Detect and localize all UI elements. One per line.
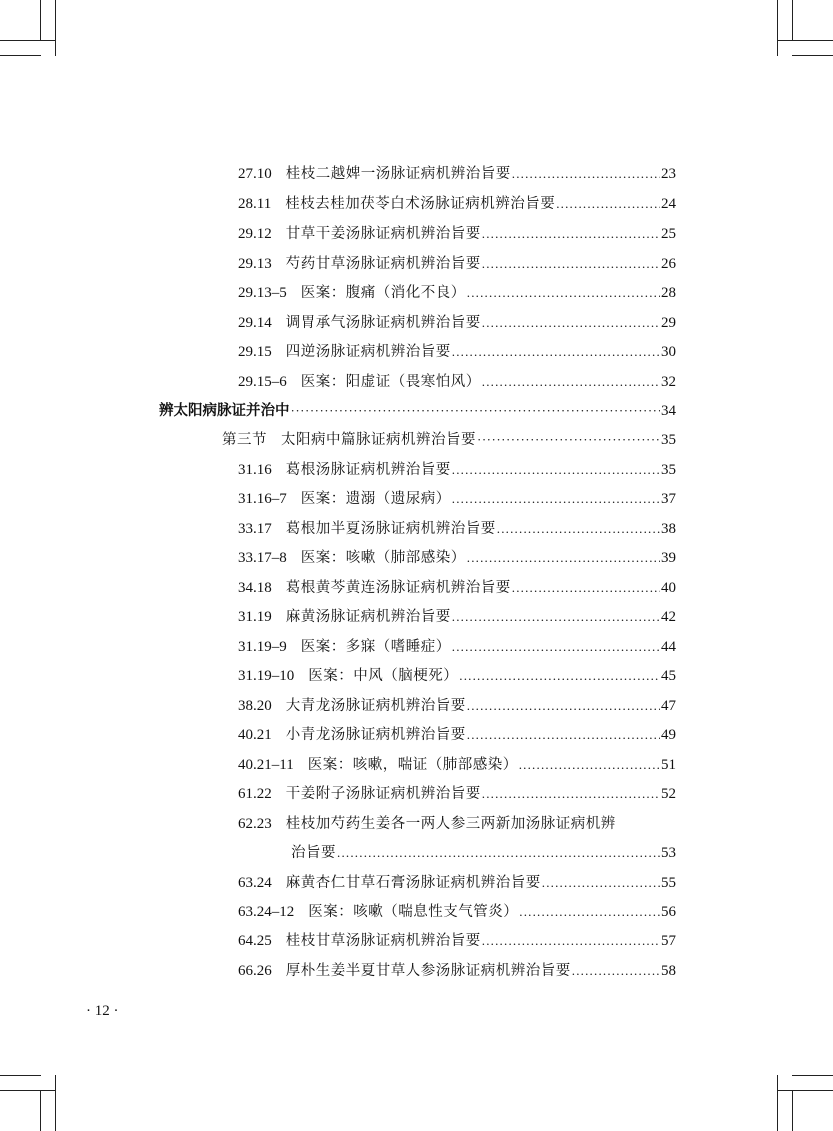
entry-page: 29 bbox=[661, 315, 676, 331]
toc-entry[interactable] bbox=[238, 341, 676, 363]
toc-entry[interactable] bbox=[238, 163, 676, 185]
dot-leader bbox=[459, 665, 660, 687]
crop-mark-top-right-h2 bbox=[792, 55, 833, 56]
entry-title: 医案：多寐（嗜睡症） bbox=[300, 639, 451, 655]
toc-entry[interactable] bbox=[238, 547, 676, 569]
toc-entry[interactable] bbox=[238, 901, 676, 923]
entry-page: 25 bbox=[661, 226, 676, 242]
dot-leader bbox=[519, 901, 660, 923]
toc-entry[interactable] bbox=[238, 872, 676, 894]
dot-leader bbox=[452, 459, 660, 481]
toc-entry[interactable] bbox=[238, 754, 676, 776]
entry-number: 29.13 bbox=[238, 256, 272, 272]
toc-entry[interactable] bbox=[238, 253, 676, 275]
entry-number: 29.13–5 bbox=[238, 285, 287, 301]
entry-number: 29.15–6 bbox=[238, 374, 287, 390]
entry-page: 23 bbox=[661, 166, 676, 182]
entry-number: 31.16–7 bbox=[238, 491, 287, 507]
toc-entry[interactable] bbox=[238, 577, 676, 599]
entry-number: 63.24–12 bbox=[238, 904, 295, 920]
dot-leader bbox=[452, 606, 660, 628]
entry-title: 厚朴生姜半夏甘草人参汤脉证病机辨治旨要 bbox=[285, 963, 571, 979]
crop-mark-top-right-v2 bbox=[792, 0, 793, 41]
entry-title: 葛根黄芩黄连汤脉证病机辨治旨要 bbox=[285, 580, 511, 596]
entry-number: 31.19 bbox=[238, 609, 272, 625]
page-number: · 12 · bbox=[86, 1003, 119, 1019]
entry-page: 28 bbox=[661, 285, 676, 301]
entry-title: 医案：阳虚证（畏寒怕风） bbox=[300, 374, 481, 390]
dot-leader bbox=[482, 253, 660, 275]
entry-page: 42 bbox=[661, 609, 676, 625]
subsection-label: 第三节 bbox=[222, 432, 267, 448]
dot-leader bbox=[467, 547, 660, 569]
entry-page: 56 bbox=[661, 904, 676, 920]
entry-number: 64.25 bbox=[238, 933, 272, 949]
toc-entry[interactable] bbox=[238, 930, 676, 952]
entry-page: 45 bbox=[661, 668, 676, 684]
toc-entry[interactable] bbox=[238, 783, 676, 805]
dot-leader bbox=[482, 223, 660, 245]
dot-leader bbox=[572, 960, 660, 982]
entry-number: 34.18 bbox=[238, 580, 272, 596]
entry-number: 31.19–10 bbox=[238, 668, 295, 684]
entry-title: 葛根汤脉证病机辨治旨要 bbox=[285, 462, 451, 478]
toc-entry[interactable] bbox=[238, 223, 676, 245]
crop-mark-top-right-v bbox=[777, 0, 778, 56]
entry-page: 52 bbox=[661, 786, 676, 802]
toc-entry[interactable] bbox=[238, 312, 676, 334]
section-page: 34 bbox=[661, 403, 676, 419]
dot-leader bbox=[556, 193, 660, 215]
dot-leader bbox=[467, 695, 660, 717]
entry-number: 38.20 bbox=[238, 698, 272, 714]
entry-title: 医案：咳嗽，喘证（肺部感染） bbox=[307, 757, 518, 773]
dot-leader bbox=[482, 312, 660, 334]
entry-title: 大青龙汤脉证病机辨治旨要 bbox=[285, 698, 466, 714]
toc-entry[interactable] bbox=[238, 371, 676, 393]
entry-number: 62.23 bbox=[238, 816, 272, 832]
toc-subsection[interactable] bbox=[222, 429, 676, 451]
entry-title: 麻黄杏仁甘草石膏汤脉证病机辨治旨要 bbox=[285, 875, 541, 891]
entry-number: 40.21–11 bbox=[238, 757, 294, 773]
dot-leader bbox=[497, 518, 660, 540]
crop-mark-top-left-v2 bbox=[40, 0, 41, 41]
dot-leader bbox=[467, 724, 660, 746]
dot-leader bbox=[452, 488, 660, 510]
entry-page: 49 bbox=[661, 727, 676, 743]
dot-leader bbox=[512, 577, 660, 599]
entry-page: 37 bbox=[661, 491, 676, 507]
entry-title-line2: 治旨要 bbox=[291, 845, 336, 861]
entry-title: 医案：腹痛（消化不良） bbox=[300, 285, 466, 301]
entry-page: 26 bbox=[661, 256, 676, 272]
entry-number: 33.17–8 bbox=[238, 550, 287, 566]
entry-number: 27.10 bbox=[238, 166, 272, 182]
dot-leader bbox=[452, 341, 660, 363]
crop-mark-bottom-left-h2 bbox=[0, 1075, 41, 1076]
entry-page: 38 bbox=[661, 521, 676, 537]
entry-page: 51 bbox=[661, 757, 676, 773]
entry-page: 47 bbox=[661, 698, 676, 714]
toc-entry-multiline[interactable] bbox=[238, 813, 676, 835]
toc-entry[interactable] bbox=[238, 960, 676, 982]
entry-number: 31.19–9 bbox=[238, 639, 287, 655]
toc-entry[interactable] bbox=[238, 695, 676, 717]
entry-number: 29.15 bbox=[238, 344, 272, 360]
entry-page: 40 bbox=[661, 580, 676, 596]
dot-leader bbox=[519, 754, 660, 776]
entry-page: 24 bbox=[661, 196, 676, 212]
entry-title: 甘草干姜汤脉证病机辨治旨要 bbox=[285, 226, 481, 242]
toc-entry[interactable] bbox=[238, 665, 676, 687]
crop-mark-top-left-h bbox=[0, 40, 56, 41]
dot-leader bbox=[291, 400, 661, 422]
dot-leader bbox=[482, 783, 660, 805]
entry-title: 调胃承气汤脉证病机辨治旨要 bbox=[285, 315, 481, 331]
section-title: 辨太阳病脉证并治中 bbox=[159, 403, 290, 419]
entry-title: 干姜附子汤脉证病机辨治旨要 bbox=[285, 786, 481, 802]
entry-title: 葛根加半夏汤脉证病机辨治旨要 bbox=[285, 521, 496, 537]
subsection-title: 太阳病中篇脉证病机辨治旨要 bbox=[281, 432, 476, 448]
entry-title-line1: 桂枝加芍药生姜各一两人参三两新加汤脉证病机辨 bbox=[285, 816, 616, 832]
entry-title: 医案：咳嗽（肺部感染） bbox=[300, 550, 466, 566]
crop-mark-bottom-left-v bbox=[55, 1075, 56, 1131]
entry-page: 35 bbox=[661, 462, 676, 478]
toc-section-heading[interactable] bbox=[159, 400, 676, 422]
entry-number: 28.11 bbox=[238, 196, 272, 212]
entry-page: 53 bbox=[661, 845, 676, 861]
entry-number: 29.14 bbox=[238, 315, 272, 331]
toc-entry[interactable] bbox=[238, 488, 676, 510]
entry-number: 40.21 bbox=[238, 727, 272, 743]
crop-mark-bottom-left-h bbox=[0, 1090, 56, 1091]
entry-title: 医案：遗溺（遗尿病） bbox=[300, 491, 451, 507]
toc-entry[interactable] bbox=[238, 724, 676, 746]
dot-leader bbox=[542, 872, 660, 894]
entry-number: 63.24 bbox=[238, 875, 272, 891]
entry-page: 39 bbox=[661, 550, 676, 566]
entry-number: 29.12 bbox=[238, 226, 272, 242]
dot-leader bbox=[337, 842, 660, 864]
entry-number: 61.22 bbox=[238, 786, 272, 802]
entry-title: 麻黄汤脉证病机辨治旨要 bbox=[285, 609, 451, 625]
entry-page: 55 bbox=[661, 875, 676, 891]
toc-entry[interactable] bbox=[238, 606, 676, 628]
toc-entry[interactable] bbox=[238, 459, 676, 481]
crop-mark-bottom-left-v2 bbox=[40, 1090, 41, 1131]
dot-leader bbox=[512, 163, 660, 185]
dot-leader bbox=[482, 371, 660, 393]
entry-title: 医案：咳嗽（喘息性支气管炎） bbox=[308, 904, 519, 920]
toc-entry[interactable] bbox=[238, 636, 676, 658]
crop-mark-bottom-right-h2 bbox=[792, 1075, 833, 1076]
crop-mark-top-left-v bbox=[55, 0, 56, 56]
entry-title: 桂枝二越婢一汤脉证病机辨治旨要 bbox=[285, 166, 511, 182]
crop-mark-top-left-h2 bbox=[0, 55, 41, 56]
entry-page: 30 bbox=[661, 344, 676, 360]
entry-number: 33.17 bbox=[238, 521, 272, 537]
toc-entry[interactable] bbox=[238, 282, 676, 304]
entry-number: 31.16 bbox=[238, 462, 272, 478]
entry-number: 66.26 bbox=[238, 963, 272, 979]
toc-entry[interactable] bbox=[238, 193, 676, 215]
toc-entry-continuation[interactable] bbox=[291, 842, 676, 864]
dot-leader bbox=[477, 429, 660, 451]
subsection-page: 35 bbox=[661, 432, 676, 448]
entry-title: 医案：中风（脑梗死） bbox=[308, 668, 459, 684]
entry-title: 四逆汤脉证病机辨治旨要 bbox=[285, 344, 451, 360]
entry-title: 桂枝去桂加茯苓白术汤脉证病机辨治旨要 bbox=[285, 196, 556, 212]
dot-leader bbox=[467, 282, 660, 304]
crop-mark-bottom-right-v2 bbox=[792, 1090, 793, 1131]
entry-page: 58 bbox=[661, 963, 676, 979]
entry-page: 32 bbox=[661, 374, 676, 390]
entry-page: 44 bbox=[661, 639, 676, 655]
entry-title: 芍药甘草汤脉证病机辨治旨要 bbox=[285, 256, 481, 272]
dot-leader bbox=[452, 636, 660, 658]
toc-entry[interactable] bbox=[238, 518, 676, 540]
crop-mark-bottom-right-v bbox=[777, 1075, 778, 1131]
dot-leader bbox=[482, 930, 660, 952]
crop-mark-top-right-h bbox=[777, 40, 833, 41]
crop-mark-bottom-right-h bbox=[777, 1090, 833, 1091]
entry-page: 57 bbox=[661, 933, 676, 949]
entry-title: 桂枝甘草汤脉证病机辨治旨要 bbox=[285, 933, 481, 949]
entry-title: 小青龙汤脉证病机辨治旨要 bbox=[285, 727, 466, 743]
